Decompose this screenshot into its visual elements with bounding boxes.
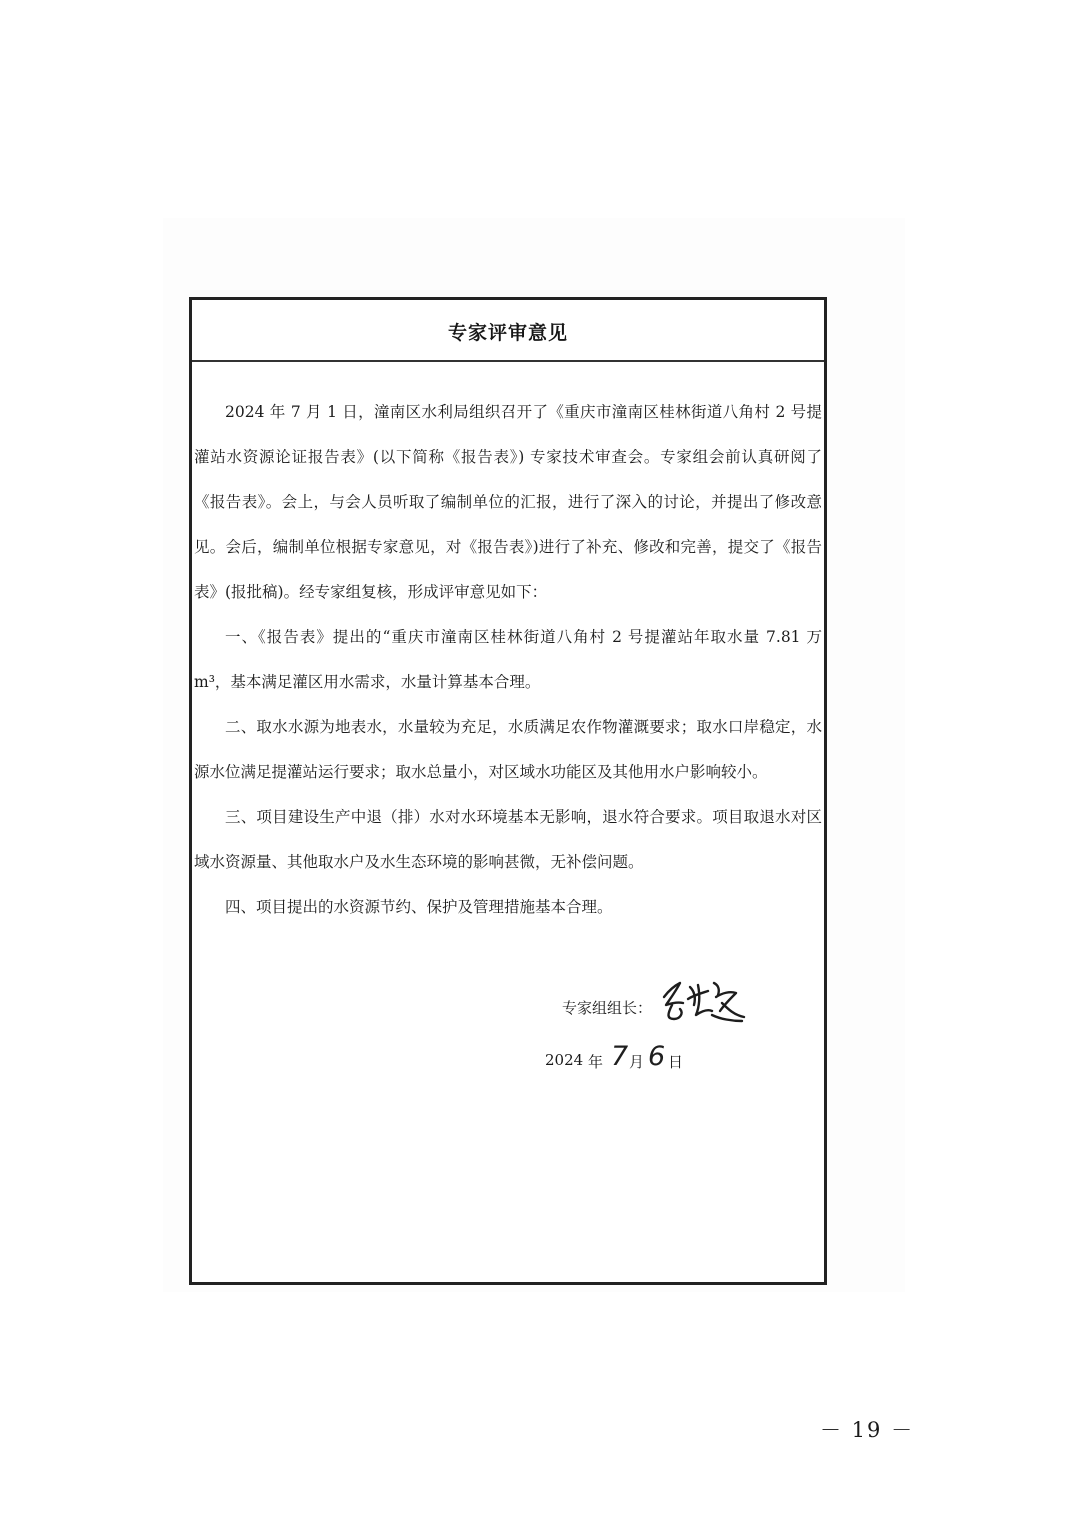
review-opinion-4: 四、项目提出的水资源节约、保护及管理措施基本合理。 [225,898,613,916]
signature-label: 专家组组长： [562,999,653,1017]
page-number: － 19 － [820,1418,915,1442]
date-month-unit: 月 [629,1053,645,1071]
expert-review-form [189,297,827,1285]
review-body [194,390,822,930]
review-opinion-2: 二、取水水源为地表水，水量较为充足，水质满足农作物灌溉要求；取水口岸稳定，水源水位满足提灌站运行要求；取水总量小，对区域水功能区及其他用水户影响较小。 [194,718,822,781]
review-opinion-1: 一、《报告表》提出的“重庆市潼南区桂林街道八角村 2 号提灌站年取水量 7.81 万 m³，基本满足灌区用水需求，水量计算基本合理。 [194,628,822,691]
date-month: 7 [611,1041,629,1072]
review-intro-paragraph: 2024 年 7 月 1 日，潼南区水利局组织召开了《重庆市潼南区桂林街道八角村 2 号提灌站水资源论证报告表》(以下简称《报告表》) 专家技术审查会。专家组会前认真研阅了《报告表》。会上，与会人员听取了编制单位的汇报，进行了深入的讨论，并提出了修改意见。会后，编制单位根据专家意见，对《报告表》)进行了补充、修改和完善，提交了《报告表》(报批稿)。经专家组复核，形成评审意见如下： [194,403,822,601]
signing-date [545,1041,745,1079]
form-title: 专家评审意见 [447,321,568,344]
date-year-unit: 年 [588,1053,604,1071]
date-year: 2024 [545,1051,584,1069]
review-opinion-3: 三、项目建设生产中退（排）水对水环境基本无影响，退水符合要求。项目取退水对区域水资源量、其他取水户及水生态环境的影响甚微，无补偿问题。 [194,808,822,871]
date-day-unit: 日 [668,1053,684,1071]
handwritten-signature [658,975,748,1027]
signature-block [562,985,802,1025]
form-title-row [192,300,824,362]
date-day: 6 [648,1041,666,1072]
